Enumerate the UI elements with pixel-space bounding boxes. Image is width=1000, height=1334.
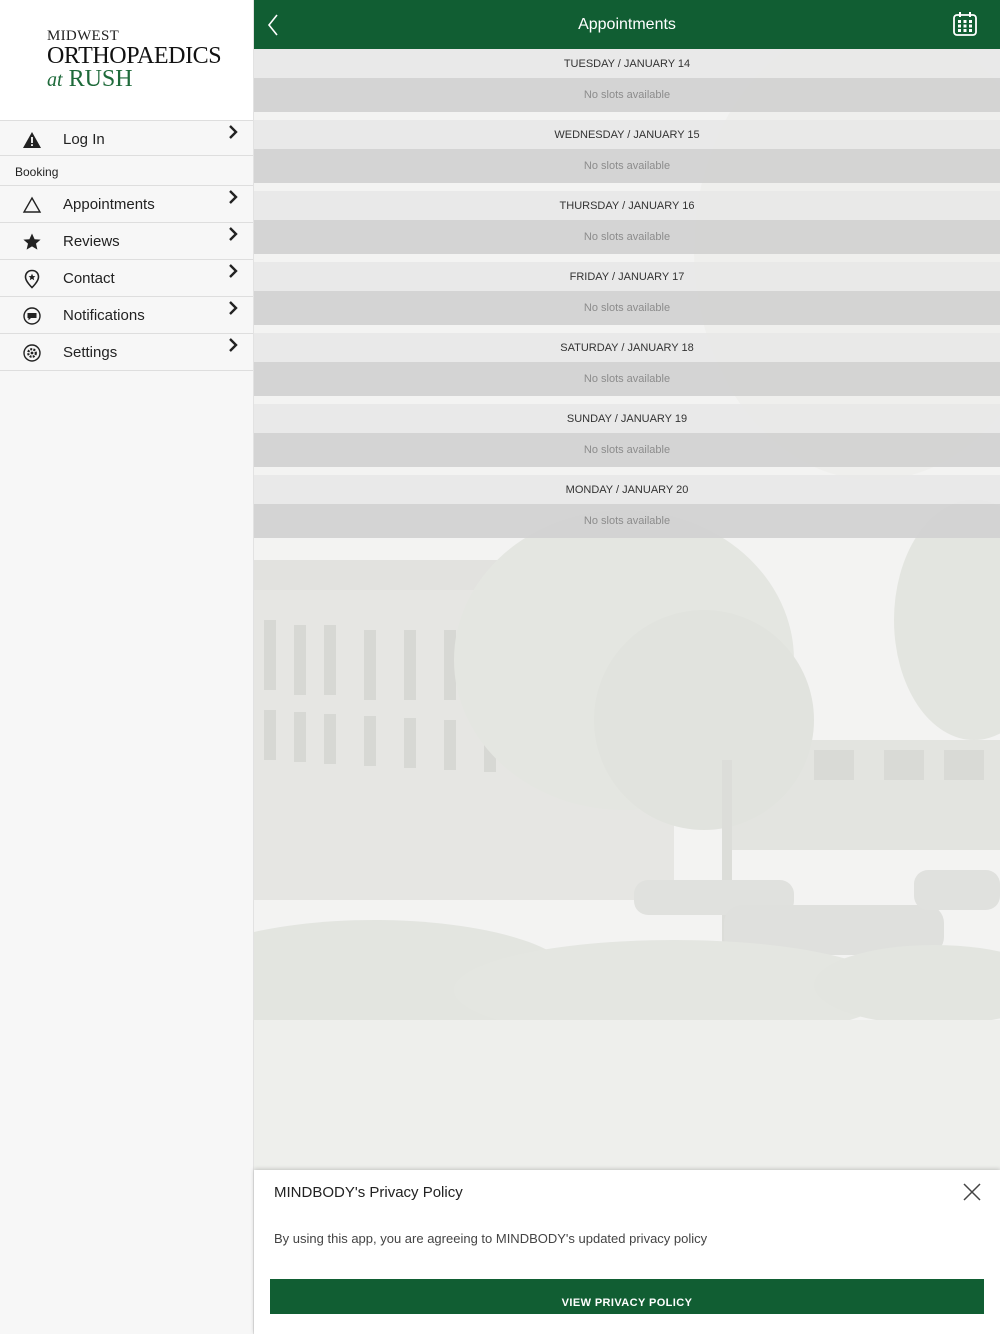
day-header: FRIDAY / JANUARY 17 [254, 262, 1000, 291]
day-row [254, 191, 1000, 262]
day-header: TUESDAY / JANUARY 14 [254, 49, 1000, 78]
chevron-right-icon [227, 124, 239, 140]
logo-line-2: ORTHOPAEDICS [47, 43, 222, 69]
slot-status: No slots available [254, 220, 1000, 254]
day-row [254, 120, 1000, 191]
privacy-text: By using this app, you are agreeing to MINDBODY's updated privacy policy [274, 1231, 708, 1246]
section-label-booking: Booking [0, 156, 253, 186]
chat-bubble-icon [22, 306, 42, 326]
day-header: MONDAY / JANUARY 20 [254, 475, 1000, 504]
chevron-right-icon [227, 337, 239, 353]
star-icon [22, 232, 42, 252]
chevron-right-icon [227, 226, 239, 242]
brand-logo [0, 0, 253, 120]
location-pin-icon [22, 269, 42, 289]
slot-status: No slots available [254, 291, 1000, 325]
triangle-outline-icon [22, 195, 42, 215]
day-header: SATURDAY / JANUARY 18 [254, 333, 1000, 362]
calendar-icon[interactable] [952, 11, 978, 37]
logo-rush: RUSH [68, 66, 133, 92]
slot-status: No slots available [254, 504, 1000, 538]
slot-status: No slots available [254, 433, 1000, 467]
logo-line-1: MIDWEST [47, 28, 120, 44]
day-row [254, 333, 1000, 404]
privacy-title: MINDBODY's Privacy Policy [274, 1184, 463, 1201]
logo-line-3 [47, 68, 253, 91]
slot-status: No slots available [254, 362, 1000, 396]
day-row [254, 262, 1000, 333]
slot-status: No slots available [254, 149, 1000, 183]
day-row [254, 49, 1000, 120]
privacy-policy-banner [254, 1170, 1000, 1334]
slot-status: No slots available [254, 78, 1000, 112]
day-row [254, 475, 1000, 546]
sidebar-item-contact[interactable] [0, 260, 253, 297]
app-header [254, 0, 1000, 49]
day-header: SUNDAY / JANUARY 19 [254, 404, 1000, 433]
page-title: Appointments [578, 16, 676, 33]
sidebar-item-label: Notifications [63, 307, 145, 324]
close-icon[interactable] [962, 1182, 982, 1202]
sidebar-item-label: Log In [63, 131, 105, 148]
chevron-right-icon [227, 300, 239, 316]
sidebar-item-appointments[interactable] [0, 186, 253, 223]
main-content [254, 0, 1000, 1334]
chevron-right-icon [227, 189, 239, 205]
sidebar-item-notifications[interactable] [0, 297, 253, 334]
sidebar-item-label: Contact [63, 270, 115, 287]
sidebar-item-settings[interactable] [0, 334, 253, 371]
view-privacy-policy-button[interactable]: VIEW PRIVACY POLICY [270, 1279, 984, 1314]
warning-icon [22, 130, 42, 150]
sidebar-item-label: Settings [63, 344, 118, 361]
sidebar-item-label: Reviews [63, 233, 120, 250]
day-row [254, 404, 1000, 475]
chevron-right-icon [227, 263, 239, 279]
sidebar-item-label: Appointments [63, 196, 155, 213]
sidebar-item-reviews[interactable] [0, 223, 253, 260]
gear-icon [22, 343, 42, 363]
appointment-day-list [254, 49, 1000, 546]
day-header: THURSDAY / JANUARY 16 [254, 191, 1000, 220]
sidebar-item-login[interactable] [0, 120, 253, 156]
sidebar [0, 0, 254, 1334]
day-header: WEDNESDAY / JANUARY 15 [254, 120, 1000, 149]
logo-at: at [47, 69, 63, 91]
